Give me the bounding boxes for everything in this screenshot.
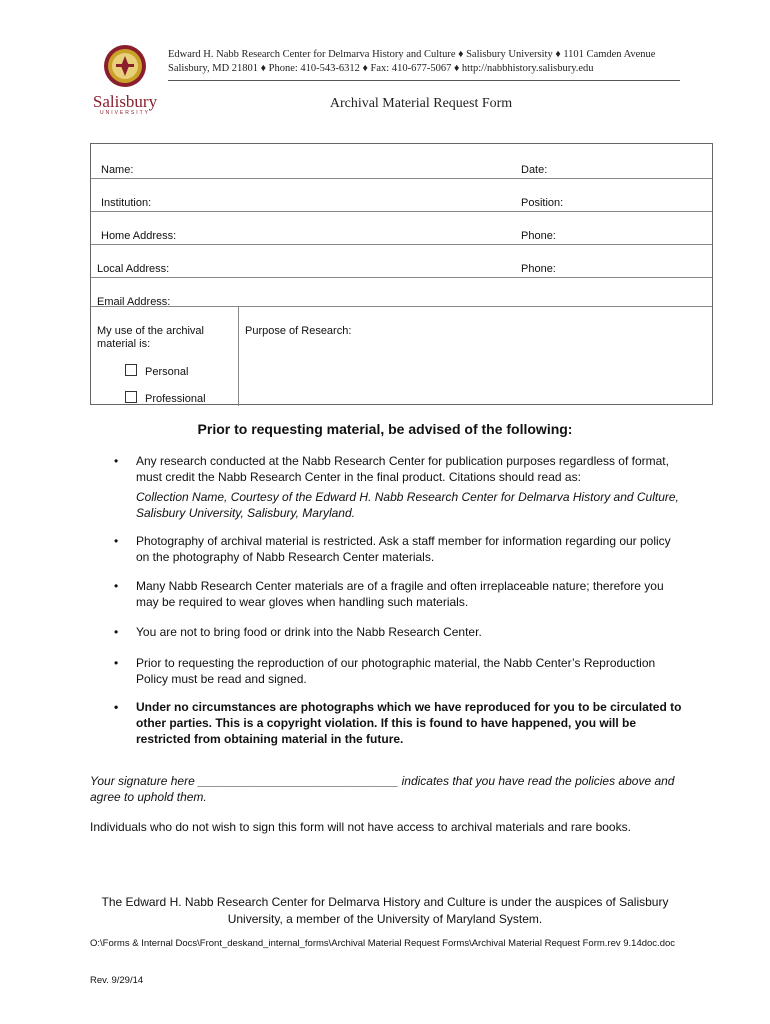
email-row [91, 278, 712, 307]
name-field-label[interactable]: Name: [101, 164, 134, 176]
advisory-text: Photography of archival material is restricted. Ask a staff member for information regarding our policy on the photography of Nabb Research Center materials. [136, 534, 671, 564]
professional-option-label: Professional [145, 393, 206, 405]
position-field-label[interactable]: Position: [521, 197, 564, 209]
local-address-row [91, 245, 712, 278]
bullet-icon: • [114, 656, 119, 670]
no-signature-notice: Individuals who do not wish to sign this form will not have access to archival materials and rare books. [90, 820, 631, 834]
advisory-text: Prior to requesting the reproduction of our photographic material, the Nabb Center’s Reproduction Policy must be read and signed. [136, 656, 656, 686]
institution-field-label[interactable]: Institution: [101, 197, 152, 209]
footer-statement: The Edward H. Nabb Research Center for Delmarva History and Culture is under the auspices of Salisbury University, a member of the University of Maryland System. [101, 895, 669, 926]
usage-label: My use of the archival material is: [97, 325, 204, 350]
revision-date: Rev. 9/29/14 [90, 975, 144, 986]
advisory-item-copyright [114, 699, 684, 747]
advisory-text: You are not to bring food or drink into the Nabb Research Center. [136, 625, 482, 639]
local-address-field-label[interactable]: Local Address: [97, 263, 170, 275]
bullet-icon: • [114, 579, 119, 593]
citation-text: Collection Name, Courtesy of the Edward H. Nabb Research Center for Delmarva History and Culture, Salisbury University, Salisbury, Maryland. [136, 490, 679, 520]
institution-row [91, 179, 712, 212]
advisory-item-photography [114, 533, 684, 565]
advisory-item-gloves [114, 578, 684, 610]
address-line-2: Salisbury, MD 21801 ♦ Phone: 410-543-6312 ♦ Fax: 410-677-5067 ♦ http://nabbhistory.salisbury.edu [168, 63, 594, 74]
bullet-icon: • [114, 534, 119, 548]
bullet-icon: • [114, 700, 119, 714]
advisory-text: Under no circumstances are photographs which we have reproduced for you to be circulated to other parties. This is a copyright violation. If this is found to have happened, you will be restricted from obtaining material in the future. [136, 700, 682, 746]
email-field-label[interactable]: Email Address: [97, 296, 171, 308]
bullet-icon: • [114, 625, 119, 639]
phone-field-label[interactable]: Phone: [521, 230, 556, 242]
personal-option-label: Personal [145, 366, 189, 378]
advisory-text: Any research conducted at the Nabb Research Center for publication purposes regardless of format, must credit the Nabb Research Center in the final product. Citations should read as: [136, 454, 669, 484]
phone-field-label-2[interactable]: Phone: [521, 263, 556, 275]
request-form-table [90, 143, 713, 405]
form-title: Archival Material Request Form [329, 96, 513, 111]
personal-checkbox[interactable] [125, 364, 137, 376]
purpose-field-label: Purpose of Research: [245, 325, 352, 337]
logo-subtext: UNIVERSITY [99, 110, 150, 116]
logo-wordmark: Salisbury [92, 92, 158, 111]
advisory-item-food [114, 624, 684, 640]
professional-checkbox[interactable] [125, 391, 137, 403]
advisory-text: Many Nabb Research Center materials are of a fragile and often irreplaceable nature; therefore you may be required to wear gloves when handling such materials. [136, 579, 664, 609]
professional-option[interactable] [125, 391, 206, 405]
advisory-heading: Prior to requesting material, be advised of the following: [197, 421, 573, 437]
address-line-1: Edward H. Nabb Research Center for Delmarva History and Culture ♦ Salisbury University ♦ 1101 Camden Avenue [168, 49, 656, 60]
purpose-cell[interactable] [239, 307, 712, 406]
usage-cell [91, 307, 239, 406]
advisory-item-credit [114, 453, 684, 521]
home-address-row [91, 212, 712, 245]
letterhead [168, 48, 680, 76]
bullet-icon: • [114, 454, 119, 468]
header-divider [168, 80, 680, 81]
advisory-item-reproduction [114, 655, 684, 687]
signature-statement[interactable]: Your signature here ______________________________ indicates that you have read the policies above and agree to uphold them. [90, 774, 675, 804]
personal-option[interactable] [125, 364, 188, 378]
home-address-field-label[interactable]: Home Address: [101, 230, 177, 242]
name-row [91, 144, 712, 179]
date-field-label[interactable]: Date: [521, 164, 548, 176]
file-path: O:\Forms & Internal Docs\Front_deskand_internal_forms\Archival Material Request Forms\Archival Material Request Form.rev 9.14doc.doc [90, 938, 676, 949]
